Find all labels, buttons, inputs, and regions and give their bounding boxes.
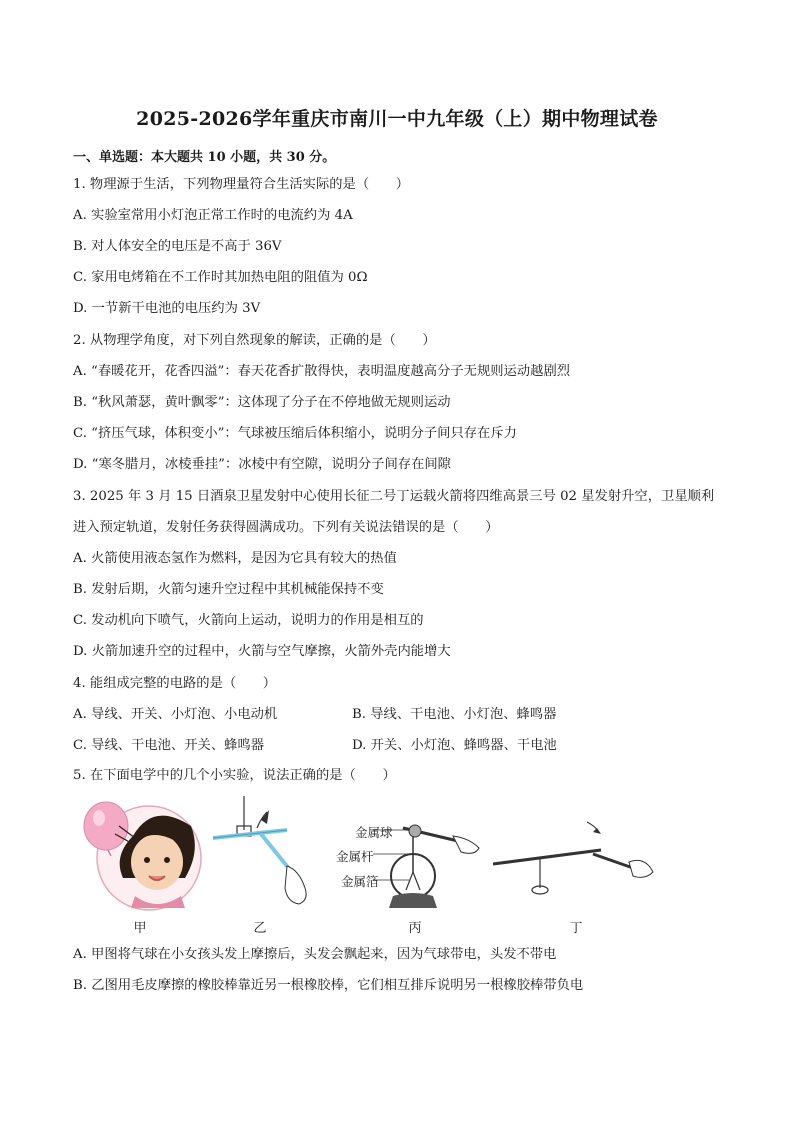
q3-option-b: B. 发射后期，火箭匀速升空过程中其机械能保持不变: [73, 582, 384, 597]
q4-option-b: B. 导线、干电池、小灯泡、蜂鸣器: [352, 707, 557, 722]
q5-option-a: A. 甲图将气球在小女孩头发上摩擦后，头发会飘起来，因为气球带电，头发不带电: [73, 947, 557, 962]
q1-option-c: C. 家用电烤箱在不工作时其加热电阻的阻值为 0Ω: [73, 270, 368, 285]
balanced-rod-illustration: [493, 822, 653, 894]
figure-label-ding: 丁: [569, 921, 583, 936]
q1-stem: 1. 物理源于生活，下列物理量符合生活实际的是（ ）: [73, 177, 410, 192]
q3-option-c: C. 发动机向下喷气，火箭向上运动，说明力的作用是相互的: [73, 613, 424, 628]
page-title: 2025-2026学年重庆市南川一中九年级（上）期中物理试卷: [136, 108, 658, 130]
figure-label-bing: 丙: [408, 921, 422, 936]
label-metal-foil: 金属箔: [341, 874, 379, 889]
q2-option-d: D. “寒冬腊月，冰棱垂挂”：冰棱中有空隙，说明分子间存在间隙: [73, 457, 451, 472]
q2-option-c: C. “挤压气球，体积变小”：气球被压缩后体积缩小，说明分子间只存在斥力: [73, 426, 517, 441]
label-metal-rod: 金属杆: [336, 849, 374, 864]
q4-option-a: A. 导线、开关、小灯泡、小电动机: [73, 707, 278, 722]
q4-option-d: D. 开关、小灯泡、蜂鸣器、干电池: [352, 738, 557, 753]
q2-option-b: B. “秋风萧瑟，黄叶飘零”：这体现了分子在不停地做无规则运动: [73, 395, 451, 410]
q2-stem: 2. 从物理学角度，对下列自然现象的解读，正确的是（ ）: [73, 333, 436, 348]
q1-option-b: B. 对人体安全的电压是不高于 36V: [73, 239, 282, 254]
q5-stem: 5. 在下面电学中的几个小实验，说法正确的是（ ）: [73, 768, 396, 783]
q3-stem-line1: 3. 2025 年 3 月 15 日酒泉卫星发射中心使用长征二号丁运载火箭将四维高景三号 02 星发射升空，卫星顺利: [73, 489, 715, 504]
q1-option-a: A. 实验室常用小灯泡正常工作时的电流约为 4A: [73, 208, 353, 223]
figure-label-yi: 乙: [253, 921, 267, 936]
figure-label-jia: 甲: [133, 921, 147, 936]
q1-option-d: D. 一节新干电池的电压约为 3V: [73, 301, 261, 316]
section-heading: 一、单选题：本大题共 10 小题，共 30 分。: [73, 150, 336, 165]
q3-option-d: D. 火箭加速升空的过程中，火箭与空气摩擦，火箭外壳内能增大: [73, 644, 451, 659]
q4-option-c: C. 导线、干电池、开关、蜂鸣器: [73, 738, 265, 753]
q5-option-b: B. 乙图用毛皮摩擦的橡胶棒靠近另一根橡胶棒，它们相互排斥说明另一根橡胶棒带负电: [73, 978, 584, 993]
q3-option-a: A. 火箭使用液态氢作为燃料，是因为它具有较大的热值: [73, 551, 397, 566]
q3-stem-line2: 进入预定轨道，发射任务获得圆满成功。下列有关说法错误的是（ ）: [73, 520, 499, 535]
label-metal-ball: 金属球: [355, 825, 393, 840]
girl-balloon-illustration: [84, 802, 201, 910]
q2-option-a: A. “春暖花开，花香四溢”：春天花香扩散得快，表明温度越高分子无规则运动越剧烈: [73, 364, 571, 379]
rubber-rod-illustration: [213, 796, 306, 904]
q4-stem: 4. 能组成完整的电路的是（ ）: [73, 676, 277, 691]
